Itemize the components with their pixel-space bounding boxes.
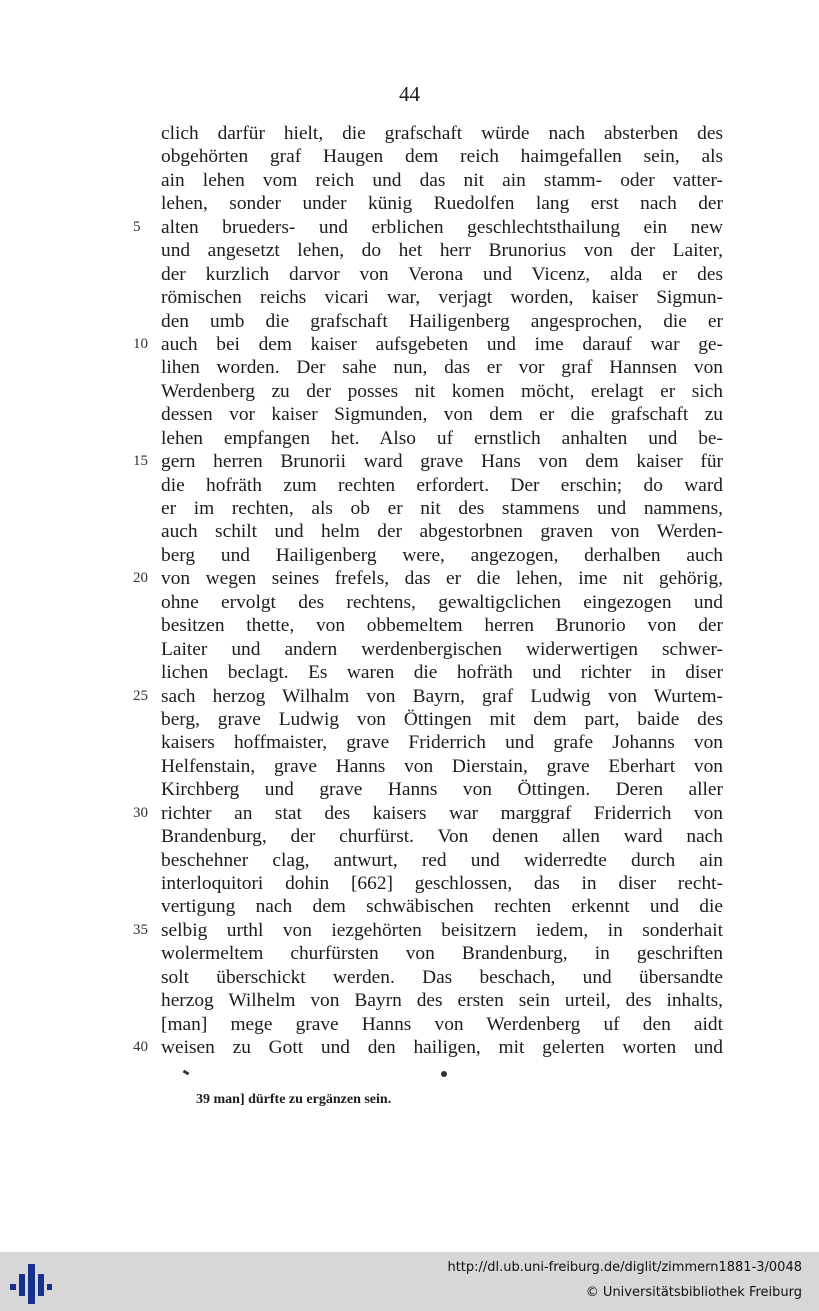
copyright-notice: © Universitätsbibliothek Freiburg [585, 1285, 802, 1300]
line-number: 40 [133, 1039, 148, 1056]
line-text: clich darfür hielt, die grafschaft würde nach absterben des [161, 123, 723, 144]
text-line [133, 919, 723, 942]
text-line [161, 989, 723, 1012]
text-line [161, 192, 723, 215]
line-text: selbig urthl von iezgehörten beisitzern iedem, in sonderhait [161, 919, 723, 941]
text-line [161, 239, 723, 262]
body-text [133, 122, 723, 1060]
text-line [161, 778, 723, 801]
line-text: lichen beclagt. Es waren die hofräth und richter in diser [161, 662, 723, 684]
line-text: und angesetzt lehen, do het herr Brunorius von der Laiter, [161, 240, 723, 262]
text-line [161, 849, 723, 872]
text-line [161, 872, 723, 895]
line-text: er im rechten, als ob er nit des stammens und nammens, [161, 498, 723, 519]
line-text: sach herzog Wilhalm von Bayrn, graf Ludwig von Wurtem- [161, 685, 723, 707]
text-line [161, 591, 723, 614]
line-number: 5 [133, 218, 141, 235]
line-text: Laiter und andern werdenbergischen widerwertigen schwer- [161, 638, 723, 660]
line-text: lihen worden. Der sahe nun, das er vor graf Hannsen von [161, 357, 723, 379]
line-text: beschehner clag, antwurt, red und widerredte durch ain [161, 849, 723, 871]
footnote: 39 man] dürfte zu ergänzen sein. [196, 1092, 392, 1107]
text-line [161, 520, 723, 543]
text-line [133, 333, 723, 356]
line-text: kaisers hoffmaister, grave Friderrich und grafe Johanns von [161, 732, 723, 754]
line-text: von wegen seines frefels, das er die lehen, ime nit gehörig, [161, 568, 723, 590]
text-line [161, 122, 723, 145]
line-number: 30 [133, 804, 148, 821]
text-line [161, 145, 723, 168]
text-line [161, 380, 723, 403]
text-line [133, 567, 723, 590]
line-text: Brandenburg, der churfürst. Von denen allen ward nach [161, 826, 723, 848]
line-text: richter an stat des kaisers war marggraf Friderrich von [161, 802, 723, 824]
text-line [161, 708, 723, 731]
line-text: obgehörten graf Haugen dem reich haimgefallen sein, als [161, 146, 723, 168]
line-text: wolermeltem churfürsten von Brandenburg, in geschriften [161, 943, 723, 965]
line-text: auch bei dem kaiser aufsgebeten und ime darauf war ge- [161, 333, 723, 355]
line-text: der kurzlich darvor von Verona und Vicenz, alda er des [161, 263, 723, 285]
line-number: 35 [133, 921, 148, 938]
text-line [161, 263, 723, 286]
text-line [161, 356, 723, 379]
line-text: die hofräth zum rechten erfordert. Der erschin; do ward [161, 474, 723, 496]
text-line [161, 825, 723, 848]
line-text: solt überschickt werden. Das beschach, und übersandte [161, 966, 723, 988]
line-text: ohne ervolgt des rechtens, gewaltigclichen eingezogen und [161, 591, 723, 613]
page-number: 44 [399, 82, 420, 106]
text-line [161, 427, 723, 450]
ub-freiburg-logo-icon [10, 1262, 52, 1306]
line-text: alten brueders- und erblichen geschlechtsthailung ein new [161, 216, 723, 238]
page-marks [0, 1069, 819, 1083]
text-line [133, 450, 723, 473]
line-text: gern herren Brunorii ward grave Hans von dem kaiser für [161, 451, 723, 473]
line-text: ain lehen vom reich und das nit ain stamm- oder vatter- [161, 169, 723, 191]
line-text: Helfenstain, grave Hanns von Dierstain, grave Eberhart von [161, 755, 723, 777]
text-line [161, 403, 723, 426]
text-line [133, 802, 723, 825]
text-line [161, 755, 723, 778]
line-number: 20 [133, 570, 148, 587]
text-line [161, 474, 723, 497]
text-line [133, 685, 723, 708]
line-text: weisen zu Gott und den hailigen, mit gelerten worten und [161, 1037, 723, 1059]
permalink-url[interactable]: http://dl.ub.uni-freiburg.de/diglit/zimmern1881-3/0048 [447, 1260, 802, 1275]
text-line [161, 169, 723, 192]
text-line [161, 942, 723, 965]
line-text: berg und Hailigenberg were, angezogen, derhalben auch [161, 544, 723, 566]
text-line [161, 544, 723, 567]
text-line [161, 661, 723, 684]
line-text: lehen empfangen het. Also uf ernstlich anhalten und be- [161, 427, 723, 449]
text-line [161, 497, 723, 520]
stray-mark-left [183, 1070, 190, 1076]
text-line [161, 286, 723, 309]
text-line [161, 310, 723, 333]
line-text: dessen vor kaiser Sigmunden, von dem er die grafschaft zu [161, 404, 723, 426]
line-text: [man] mege grave Hanns von Werdenberg uf den aidt [161, 1013, 723, 1035]
line-text: interloquitori dohin [662] geschlossen, das in diser recht- [161, 873, 723, 894]
line-number: 25 [133, 687, 148, 704]
line-text: vertigung nach dem schwäbischen rechten erkennt und die [161, 896, 723, 918]
text-line [161, 966, 723, 989]
line-text: römischen reichs vicari war, verjagt worden, kaiser Sigmun- [161, 287, 723, 309]
text-line [161, 614, 723, 637]
text-line [161, 731, 723, 754]
footer-bar [0, 1252, 819, 1311]
line-text: Kirchberg und grave Hanns von Öttingen. Deren aller [161, 779, 723, 801]
stray-mark-right [441, 1071, 447, 1077]
line-number: 10 [133, 335, 148, 352]
text-line [161, 895, 723, 918]
text-line [133, 216, 723, 239]
line-text: den umb die grafschaft Hailigenberg angesprochen, die er [161, 310, 723, 332]
line-text: auch schilt und helm der abgestorbnen graven von Werden- [161, 521, 723, 543]
line-text: Werdenberg zu der posses nit komen möcht, erelagt er sich [161, 380, 723, 402]
line-number: 15 [133, 453, 148, 470]
line-text: besitzen thette, von obbemeltem herren Brunorio von der [161, 615, 723, 637]
line-text: herzog Wilhelm von Bayrn des ersten sein urteil, des inhalts, [161, 990, 723, 1012]
line-text: berg, grave Ludwig von Öttingen mit dem part, baide des [161, 708, 723, 730]
text-line [133, 1036, 723, 1059]
text-line [161, 1013, 723, 1036]
line-text: lehen, sonder under künig Ruedolfen lang erst nach der [161, 193, 723, 215]
text-line [161, 638, 723, 661]
